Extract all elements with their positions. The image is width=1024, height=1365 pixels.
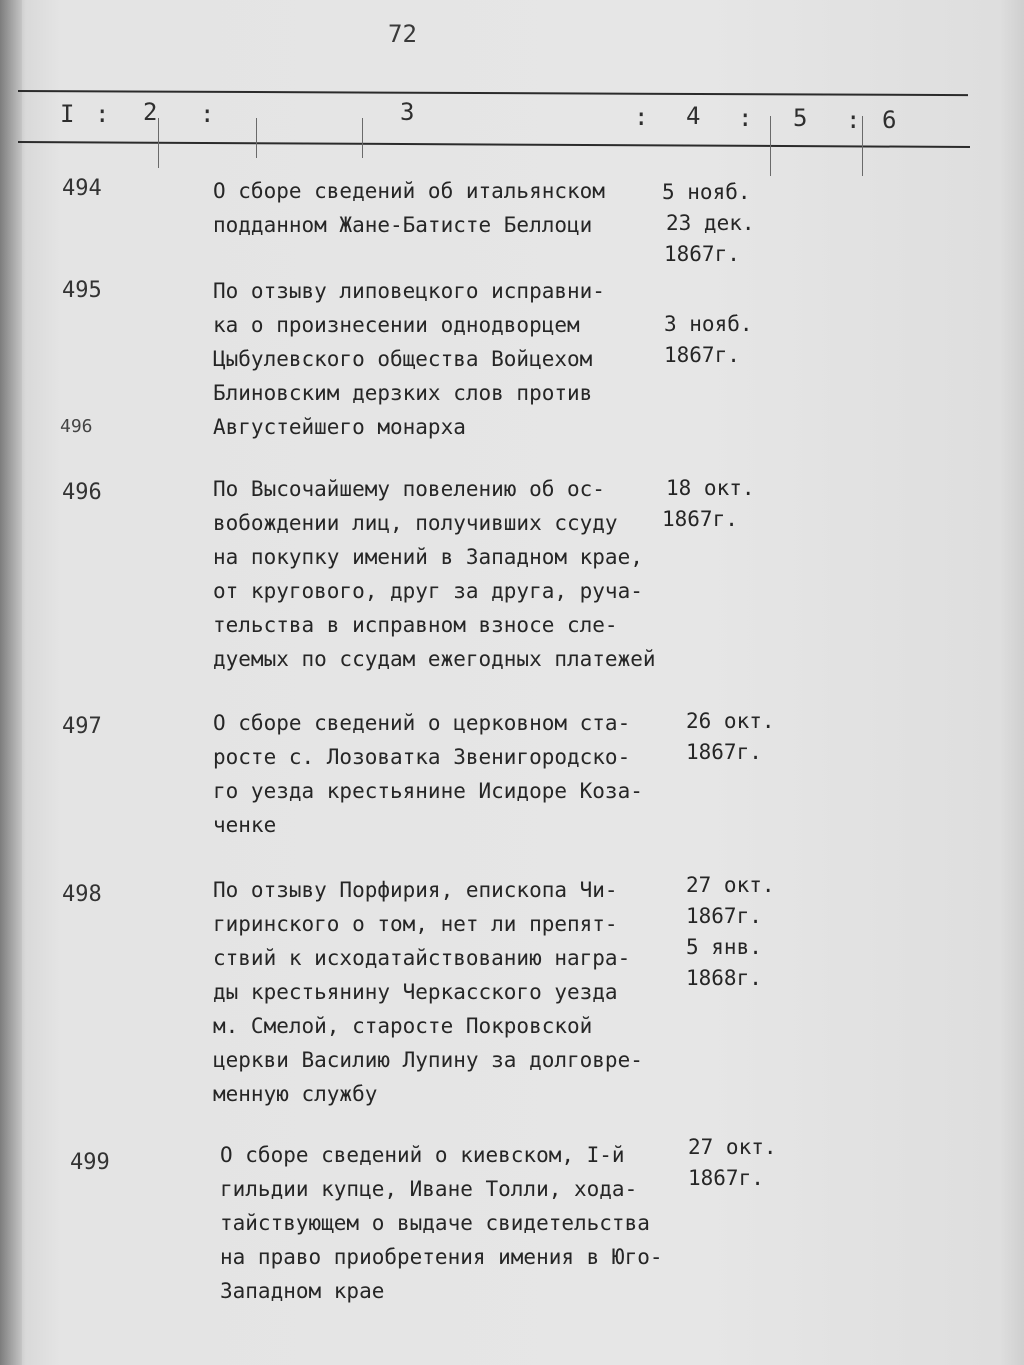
page-number: 72 (388, 20, 417, 48)
text-line: По Высочайшему повелению об ос- (213, 477, 605, 501)
text-line: По отзыву липовецкого исправни- (213, 279, 605, 303)
text-line: О сборе сведений о церковном ста- (213, 711, 631, 735)
text-line: О сборе сведений о киевском, I-й (220, 1143, 625, 1167)
entry-date (662, 473, 782, 535)
date-line (662, 278, 782, 309)
text-line: ды крестьянину Черкасского уезда (213, 980, 618, 1004)
text-line: на право приобретения имения в Юго- (220, 1245, 663, 1269)
date-line: 1867г. (686, 904, 762, 928)
text-line: вобождении лиц, получивших ссуду (213, 511, 618, 535)
date-line: 1867г. (688, 1166, 764, 1190)
text-line: м. Смелой, старосте Покровской (213, 1014, 593, 1038)
date-line: 18 окт. (666, 476, 755, 500)
entry-number: 495 (62, 278, 102, 303)
header-col-1: I (60, 100, 75, 128)
entry-number: 499 (70, 1150, 110, 1175)
entry-date (662, 177, 782, 270)
entry-description (220, 1138, 690, 1308)
entry-date (662, 1132, 782, 1194)
entry-number: 494 (62, 176, 102, 201)
date-line: 23 дек. (666, 211, 755, 235)
entry-date (662, 278, 782, 371)
column-line (256, 118, 257, 158)
text-line: ка о произнесении однодворцем (213, 313, 580, 337)
text-line: подданном Жане-Батисте Беллоци (213, 213, 593, 237)
entry-description (213, 174, 683, 242)
header-col-6: 6 (882, 106, 897, 134)
date-line: 5 нояб. (662, 180, 751, 204)
text-line: дуемых по ссудам ежегодных платежей (213, 647, 656, 671)
date-line: 26 окт. (686, 709, 775, 733)
entry-number: 498 (62, 882, 102, 907)
struck-entry-number: 496 (60, 416, 93, 437)
entry-number: 497 (62, 714, 102, 739)
header-sep: : (846, 106, 861, 134)
text-line: ствий к исходатайствованию награ- (213, 946, 631, 970)
column-line (770, 116, 771, 176)
text-line: тельства в исправном взносе сле- (213, 613, 618, 637)
text-line: от кругового, друг за друга, руча- (213, 579, 643, 603)
entry-description (213, 472, 683, 676)
date-line: 27 окт. (686, 873, 775, 897)
header-sep: : (634, 103, 649, 131)
date-line: 1867г. (686, 740, 762, 764)
text-line: Августейшего монарха (213, 415, 466, 439)
text-line: Западном крае (220, 1279, 385, 1303)
page-binding (0, 0, 22, 1365)
header-col-3: 3 (400, 98, 415, 126)
entry-number: 496 (62, 480, 102, 505)
text-line: го уезда крестьянине Исидоре Коза- (213, 779, 643, 803)
text-line: Блиновским дерзких слов против (213, 381, 593, 405)
date-line: 3 нояб. (664, 312, 753, 336)
text-line: менную службу (213, 1082, 378, 1106)
text-line: Цыбулевского общества Войцехом (213, 347, 593, 371)
text-line: О сборе сведений об итальянском (213, 179, 605, 203)
entry-description (213, 274, 683, 444)
column-line (862, 116, 863, 176)
text-line: По отзыву Порфирия, епископа Чи- (213, 878, 618, 902)
entry-date (662, 706, 782, 768)
entry-date (662, 870, 782, 994)
text-line: ченке (213, 813, 277, 837)
text-line: церкви Василию Лупину за долговре- (213, 1048, 643, 1072)
text-line: тайствующем о выдаче свидетельства (220, 1211, 650, 1235)
entry-description (213, 873, 683, 1111)
date-line: 1868г. (686, 966, 762, 990)
date-line: 5 янв. (686, 935, 762, 959)
column-line (362, 118, 363, 158)
header-col-4: 4 (686, 102, 701, 130)
text-line: гиринского о том, нет ли препят- (213, 912, 618, 936)
header-sep: : (95, 100, 110, 128)
text-line: гильдии купце, Иване Толли, хода- (220, 1177, 638, 1201)
text-line: росте с. Лозоватка Звенигородско- (213, 745, 631, 769)
header-rule-bottom (18, 141, 970, 148)
date-line: 1867г. (662, 507, 738, 531)
date-line: 1867г. (664, 343, 740, 367)
header-sep: : (738, 104, 753, 132)
date-line: 27 окт. (688, 1135, 777, 1159)
column-line (158, 118, 159, 168)
entry-description (213, 706, 683, 842)
header-sep: : (200, 100, 215, 128)
header-col-2: 2 (143, 98, 158, 126)
header-col-5: 5 (793, 104, 808, 132)
date-line: 1867г. (664, 242, 740, 266)
text-line: на покупку имений в Западном крае, (213, 545, 643, 569)
header-rule-top (18, 90, 968, 96)
